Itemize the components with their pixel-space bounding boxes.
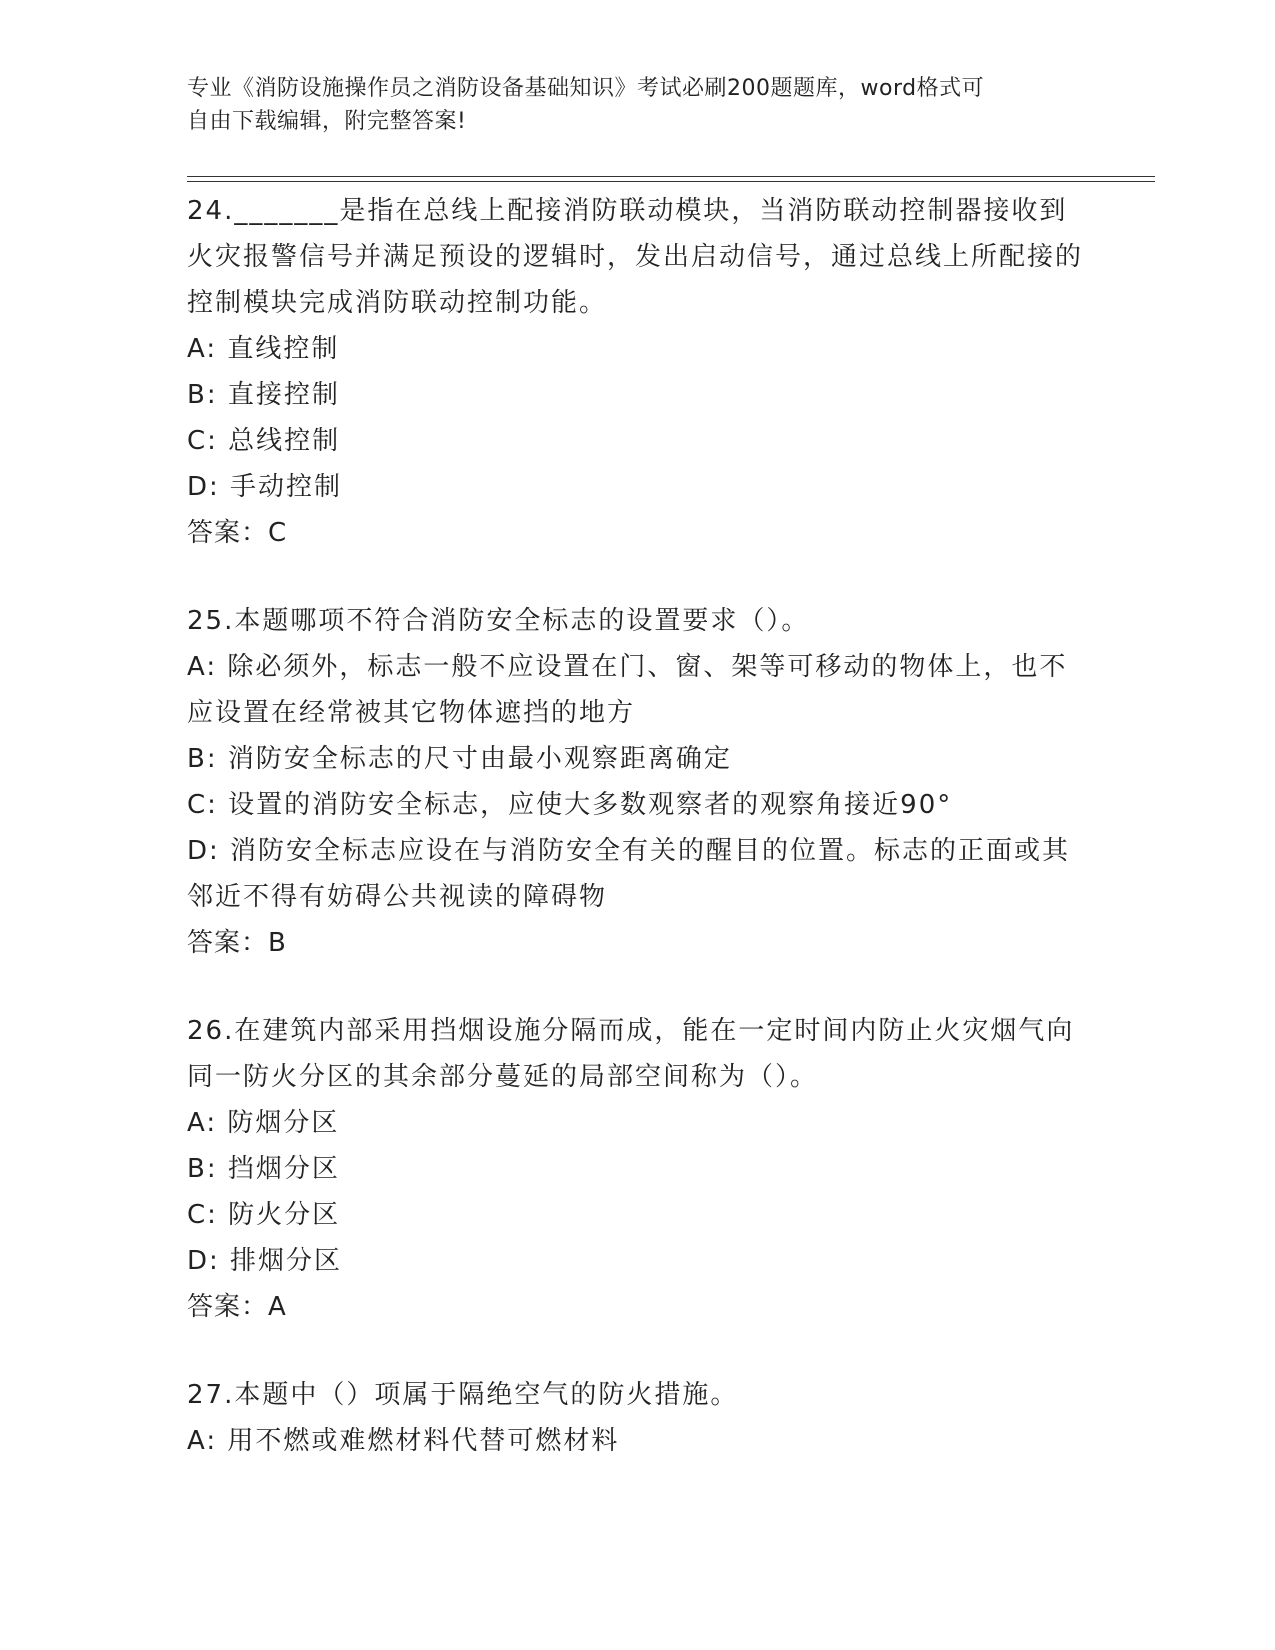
option-b: B: 消防安全标志的尺寸由最小观察距离确定 xyxy=(187,744,732,774)
question-list xyxy=(187,188,1087,1464)
header-divider-top xyxy=(187,176,1155,177)
question-stem: 26.在建筑内部采用挡烟设施分隔而成，能在一定时间内防止火灾烟气向同一防火分区的其余部分蔓延的局部空间称为（）。 xyxy=(187,1016,1075,1092)
question-stem: 25.本题哪项不符合消防安全标志的设置要求（）。 xyxy=(187,606,810,636)
question-item xyxy=(187,1008,1087,1330)
question-item xyxy=(187,598,1087,966)
option-b: B: 直接控制 xyxy=(187,380,340,410)
question-stem: 24._______是指在总线上配接消防联动模块，当消防联动控制器接收到火灾报警信号并满足预设的逻辑时，发出启动信号，通过总线上所配接的控制模块完成消防联动控制功能。 xyxy=(187,196,1084,318)
question-stem: 27.本题中（）项属于隔绝空气的防火措施。 xyxy=(187,1380,739,1410)
option-d: D: 消防安全标志应设在与消防安全有关的醒目的位置。标志的正面或其邻近不得有妨碍公共视读的障碍物 xyxy=(187,836,1071,912)
option-b: B: 挡烟分区 xyxy=(187,1154,340,1184)
option-c: C: 设置的消防安全标志，应使大多数观察者的观察角接近90° xyxy=(187,790,953,820)
option-c: C: 总线控制 xyxy=(187,426,341,456)
option-d: D: 手动控制 xyxy=(187,472,343,502)
answer-text: 答案：C xyxy=(187,518,288,548)
option-d: D: 排烟分区 xyxy=(187,1246,343,1276)
question-item xyxy=(187,1372,1087,1464)
header-line-2: 自由下载编辑，附完整答案! xyxy=(187,109,467,134)
answer-text: 答案：A xyxy=(187,1292,287,1322)
option-a: A: 除必须外，标志一般不应设置在门、窗、架等可移动的物体上，也不应设置在经常被其它物体遮挡的地方 xyxy=(187,652,1068,728)
header-divider-bottom xyxy=(187,181,1155,182)
question-item xyxy=(187,188,1087,556)
option-c: C: 防火分区 xyxy=(187,1200,341,1230)
answer-text: 答案：B xyxy=(187,928,287,958)
option-a: A: 用不燃或难燃材料代替可燃材料 xyxy=(187,1426,620,1456)
document-header xyxy=(187,72,1077,138)
option-a: A: 防烟分区 xyxy=(187,1108,340,1138)
option-a: A: 直线控制 xyxy=(187,334,340,364)
header-line-1: 专业《消防设施操作员之消防设备基础知识》考试必刷200题题库，word格式可 xyxy=(187,76,985,101)
